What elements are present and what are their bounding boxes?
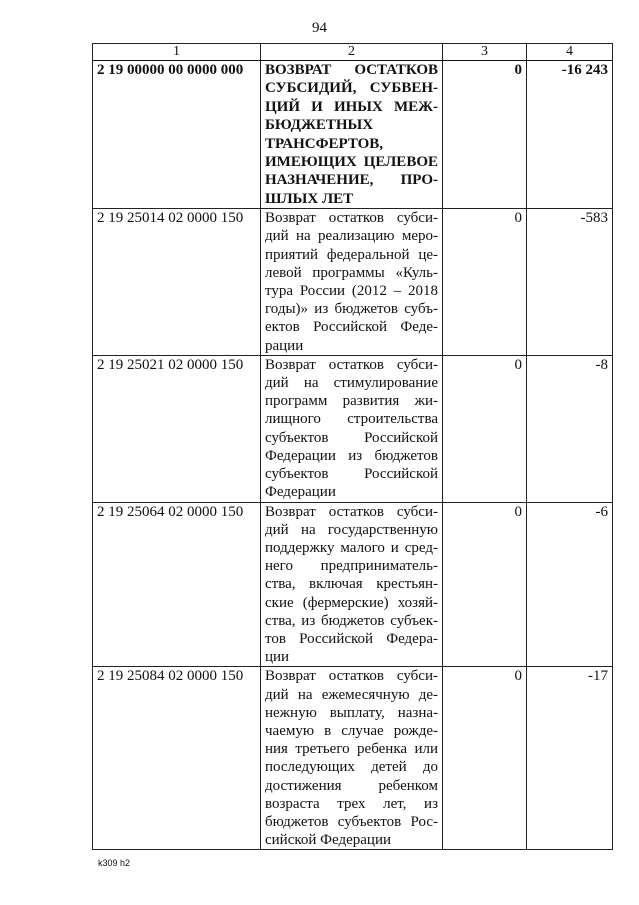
column-header-4: 4 [527,44,613,61]
footer-code: k309 h2 [98,858,131,868]
budget-code-cell: 2 19 25021 02 0000 150 [93,355,261,502]
description-cell: Возврат остатков субси-дий на реализацию меро-приятий федеральной це-левой программы «Куль-тура России (2012 – 2018 годы)» из бюджетов субъ-ектов Российской Феде-рации [261,209,443,356]
column-3-value: 0 [443,355,527,502]
budget-code-cell: 2 19 25064 02 0000 150 [93,502,261,667]
budget-table [92,43,613,850]
budget-code-cell: 2 19 25084 02 0000 150 [93,667,261,850]
description-cell: Возврат остатков субси-дий на стимулирование программ развития жи-лищного строительства субъектов Российской Федерации из бюджетов субъектов Российской Федерации [261,355,443,502]
description-cell: ВОЗВРАТ ОСТАТКОВ СУБСИДИЙ, СУБВЕН-ЦИЙ И ИНЫХ МЕЖ-БЮДЖЕТНЫХ ТРАНСФЕРТОВ, ИМЕЮЩИХ ЦЕЛЕВОЕ НАЗНАЧЕНИЕ, ПРО-ШЛЫХ ЛЕТ [261,61,443,209]
budget-code-cell: 2 19 25014 02 0000 150 [93,209,261,356]
column-4-value: -17 [527,667,613,850]
table-row [93,355,613,502]
column-4-value: -6 [527,502,613,667]
table-row [93,502,613,667]
description-cell: Возврат остатков субси-дий на государственную поддержку малого и сред-него предприниматель-ства, включая крестьян-ские (фермерские) хозяй-ства, из бюджетов субъек-тов Российской Федера-ции [261,502,443,667]
page-number: 94 [312,20,327,36]
column-3-value: 0 [443,502,527,667]
column-4-value: -8 [527,355,613,502]
table-header-row [93,44,613,61]
budget-code-cell: 2 19 00000 00 0000 000 [93,61,261,209]
column-header-2: 2 [261,44,443,61]
table-row [93,667,613,850]
table-row [93,61,613,209]
column-3-value: 0 [443,61,527,209]
table-row [93,209,613,356]
description-cell: Возврат остатков субси-дий на ежемесячную де-нежную выплату, назна-чаемую в случае рожде-ния третьего ребенка или последующих детей до достижения ребенком возраста трех лет, из бюджетов субъектов Рос-сийской Федерации [261,667,443,850]
column-4-value: -16 243 [527,61,613,209]
column-header-3: 3 [443,44,527,61]
column-3-value: 0 [443,209,527,356]
column-header-1: 1 [93,44,261,61]
column-4-value: -583 [527,209,613,356]
column-3-value: 0 [443,667,527,850]
